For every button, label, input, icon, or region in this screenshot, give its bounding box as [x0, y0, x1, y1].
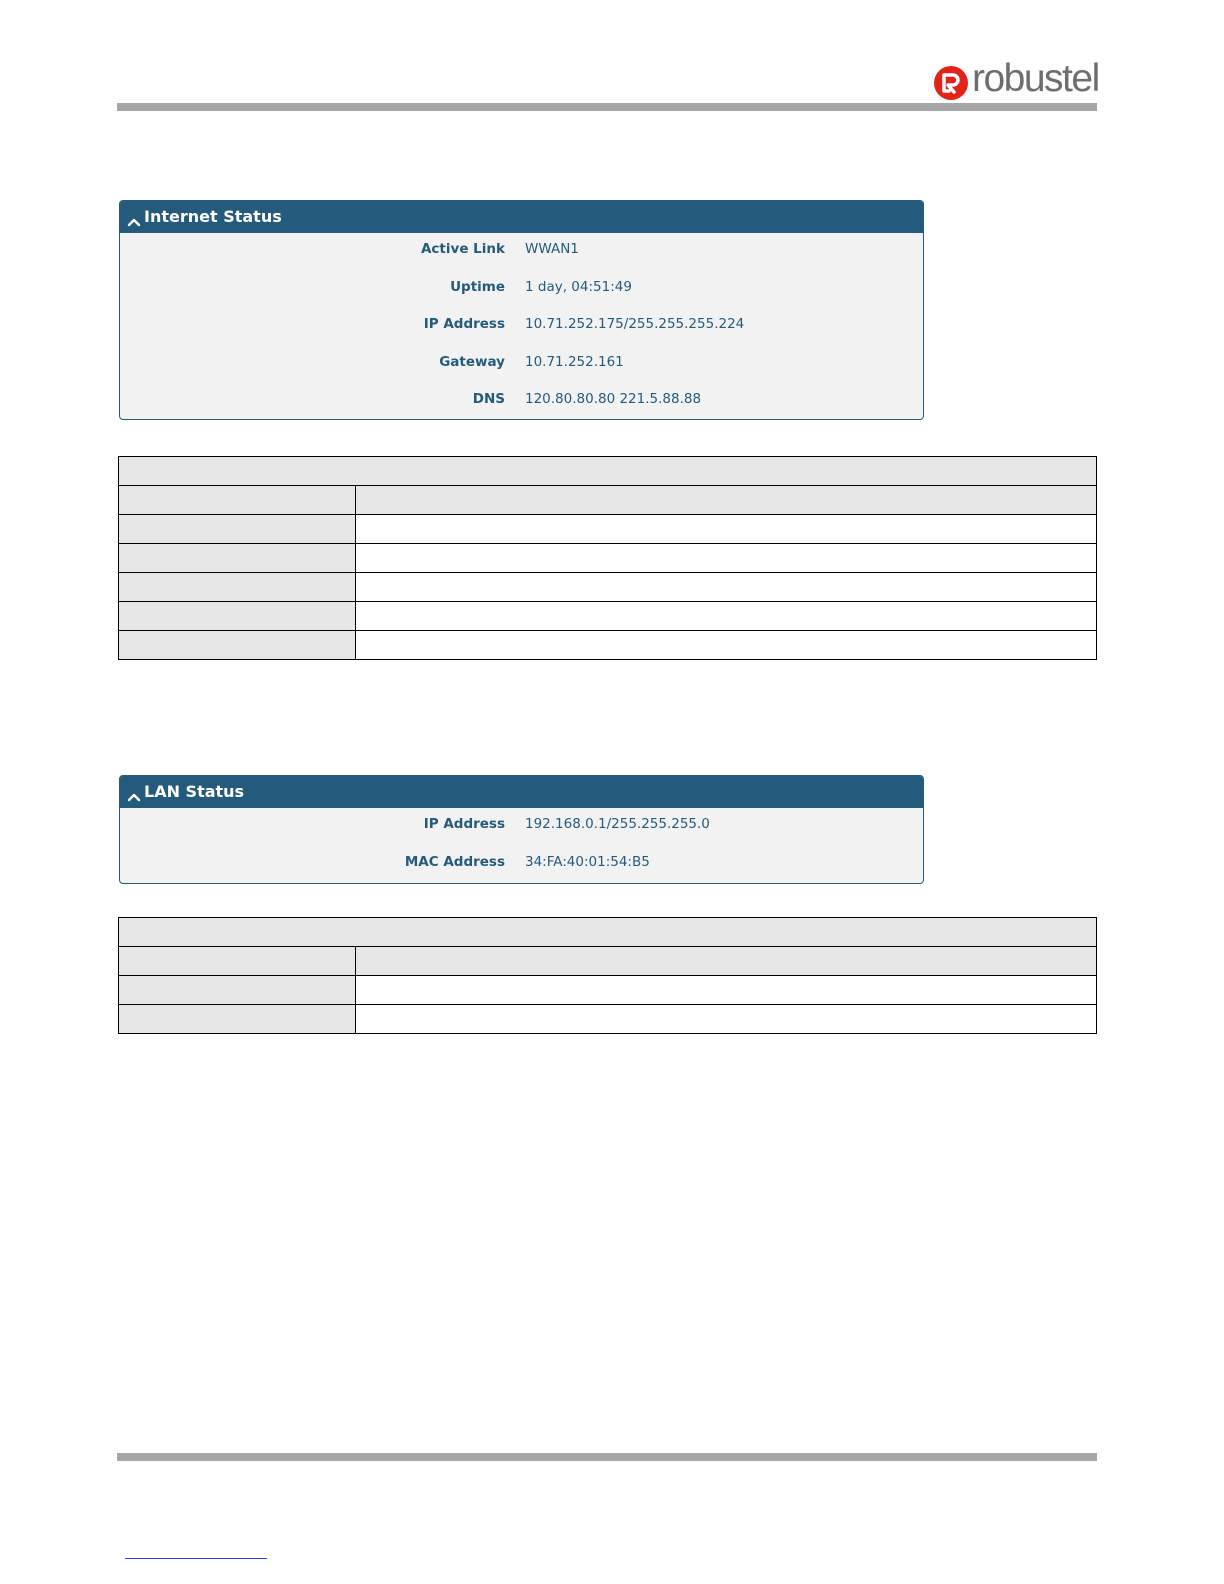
table-cell [356, 1005, 1097, 1034]
gateway-row [120, 346, 923, 384]
table-cell [119, 544, 356, 573]
table-cell [119, 457, 1097, 486]
table-cell [356, 602, 1097, 631]
table-row [119, 602, 1097, 631]
dns-label: DNS [472, 391, 505, 407]
table-cell [119, 515, 356, 544]
robustel-logo-text: robustel [972, 57, 1099, 100]
table-cell [119, 918, 1097, 947]
table-row [119, 515, 1097, 544]
table-row [119, 976, 1097, 1005]
table-cell [356, 486, 1097, 515]
active-link-row [120, 233, 923, 271]
table-cell [119, 486, 356, 515]
internet-status-header[interactable] [120, 201, 923, 233]
lan-status-header[interactable] [120, 776, 923, 808]
table-row [119, 1005, 1097, 1034]
table-cell [356, 976, 1097, 1005]
active-link-value: WWAN1 [525, 241, 579, 257]
uptime-value: 1 day, 04:51:49 [525, 278, 632, 295]
mac-address-row [120, 846, 923, 884]
table-cell [119, 947, 356, 976]
robustel-logo-icon [934, 66, 968, 100]
table-cell [356, 573, 1097, 602]
table-row [119, 486, 1097, 515]
table-header-row [119, 918, 1097, 947]
ip-address-label: IP Address [423, 316, 505, 332]
uptime-label: Uptime [450, 278, 505, 295]
mac-address-value: 34:FA:40:01:54:B5 [525, 853, 650, 870]
lan-status-table [118, 917, 1097, 1034]
chevron-up-icon[interactable] [126, 209, 142, 225]
table-row [119, 631, 1097, 660]
mac-address-label: MAC Address [404, 853, 505, 870]
robustel-logo [934, 57, 1099, 102]
gateway-label: Gateway [439, 353, 505, 370]
table-row [119, 947, 1097, 976]
table-header-row [119, 457, 1097, 486]
active-link-label: Active Link [420, 241, 505, 257]
lan-status-panel [119, 775, 924, 884]
uptime-row [120, 271, 923, 309]
footer-rule [117, 1453, 1097, 1461]
table-cell [356, 544, 1097, 573]
table-cell [119, 1005, 356, 1034]
table-row [119, 573, 1097, 602]
dns-row [120, 383, 923, 420]
table-cell [356, 947, 1097, 976]
table-cell [356, 515, 1097, 544]
gateway-value: 10.71.252.161 [525, 353, 624, 370]
lan-ip-address-label: IP Address [423, 816, 505, 832]
table-cell [119, 602, 356, 631]
table-cell [119, 573, 356, 602]
ip-address-value: 10.71.252.175/255.255.255.224 [525, 316, 745, 332]
lan-ip-address-value: 192.168.0.1/255.255.255.0 [525, 816, 710, 832]
internet-status-table [118, 456, 1097, 660]
internet-status-title: Internet Status [144, 207, 282, 226]
lan-ip-address-row [120, 808, 923, 846]
lan-status-title: LAN Status [144, 782, 245, 801]
chevron-up-icon[interactable] [126, 784, 142, 800]
dns-value: 120.80.80.80 221.5.88.88 [525, 391, 702, 407]
table-row [119, 544, 1097, 573]
ip-address-row [120, 308, 923, 346]
table-cell [356, 631, 1097, 660]
internet-status-panel [119, 200, 924, 420]
footer-link-underline[interactable] [125, 1558, 267, 1559]
table-cell [119, 631, 356, 660]
table-cell [119, 976, 356, 1005]
header-rule [117, 103, 1097, 111]
